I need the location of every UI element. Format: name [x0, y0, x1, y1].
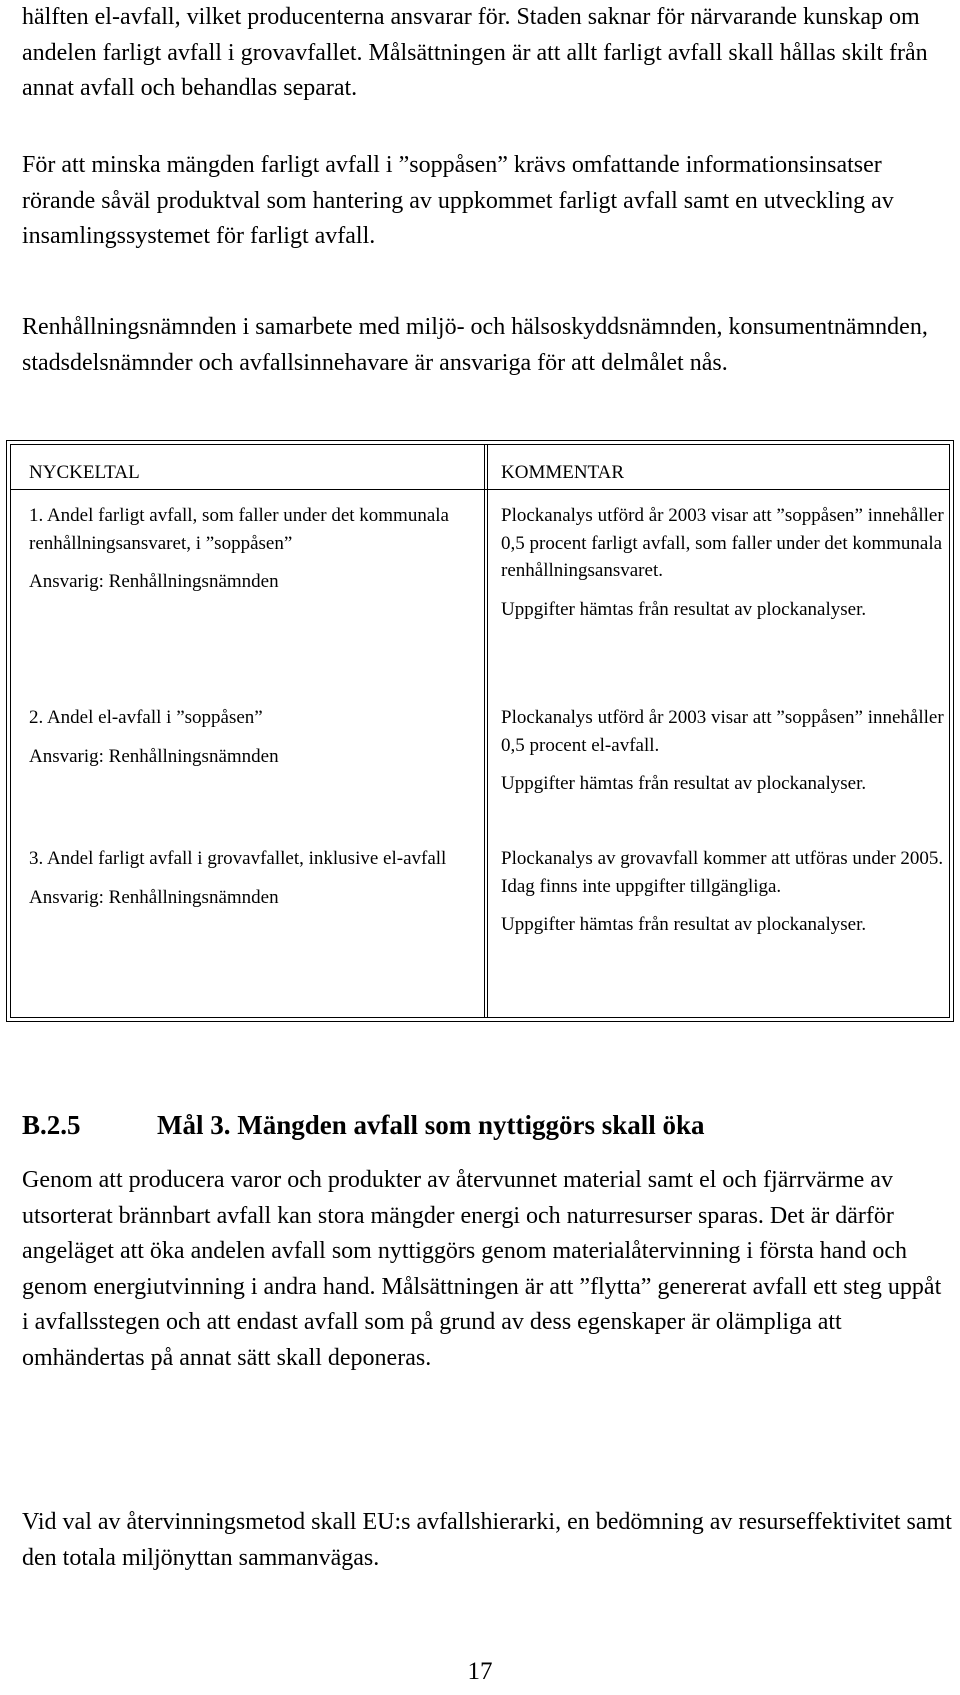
section-title: Mål 3. Mängden avfall som nyttiggörs skall öka — [157, 1110, 705, 1140]
source-text: Uppgifter hämtas från resultat av plockanalyser. — [501, 914, 867, 935]
responsible-text: Ansvarig: Renhållningsnämnden — [29, 571, 279, 592]
responsible-text: Ansvarig: Renhållningsnämnden — [29, 745, 279, 767]
paragraph-recycling-method: Vid val av återvinningsmetod skall EU:s avfallshierarki, en bedömning av resurseffektivitet samt den totala miljönyttan sammanvägas. — [22, 1509, 952, 1571]
table-row-1-comment-cell — [501, 502, 956, 623]
section-number: B.2.5 — [22, 1110, 81, 1140]
comment-text: Plockanalys av grovavfall kommer att utföras under 2005. Idag finns inte uppgifter tillgängliga. — [501, 848, 944, 897]
paragraph-information-efforts: För att minska mängden farligt avfall i ”soppåsen” krävs omfattande informationsinsatser rörande såväl produktval som hantering av uppkommet farligt avfall samt en utveckling av insamlingssystemet för farligt avfall. — [22, 152, 894, 249]
table-row-3-indicator-cell — [29, 845, 469, 911]
table-row-2-indicator-cell — [29, 704, 469, 770]
comment-text: Plockanalys utförd år 2003 visar att ”soppåsen” innehåller 0,5 procent farligt avfall, som faller under det kommunala renhållningsansvaret. — [501, 505, 944, 581]
table-row-3-comment-cell — [501, 845, 956, 939]
table-header-comment: KOMMENTAR — [501, 462, 625, 483]
indicator-text: 3. Andel farligt avfall i grovavfallet, inklusive el-avfall — [29, 848, 447, 869]
column-divider — [484, 445, 485, 1017]
paragraph-hazardous-waste-intro: hälften el-avfall, vilket producenterna ansvarar för. Staden saknar för närvarande kunskap om andelen farligt avfall i grovavfallet. Målsättningen är att allt farligt avfall skall hållas skilt från annat avfall och behandlas separat. — [22, 4, 928, 101]
source-text: Uppgifter hämtas från resultat av plockanalyser. — [501, 773, 867, 794]
comment-text: Plockanalys utförd år 2003 visar att ”soppåsen” innehåller 0,5 procent el-avfall. — [501, 707, 944, 756]
page-number: 17 — [467, 1658, 493, 1685]
indicator-text: 2. Andel el-avfall i ”soppåsen” — [29, 707, 263, 728]
column-divider-inner — [487, 445, 488, 1017]
source-text: Uppgifter hämtas från resultat av plockanalyser. — [501, 598, 867, 620]
indicator-table — [6, 440, 954, 1022]
table-header-indicator: NYCKELTAL — [29, 462, 140, 483]
table-row-1-indicator-cell — [29, 502, 469, 596]
section-heading — [22, 1108, 705, 1142]
table-row-2-comment-cell — [501, 704, 956, 798]
paragraph-recycling-goal: Genom att producera varor och produkter av återvunnet material samt el och fjärrvärme av utsorterat brännbart avfall kan stora mängder energi och naturresurser sparas. Det är därför angeläget att öka andelen avfall som nyttiggörs genom materialåtervinning i första hand och genom energiutvinning i andra hand. Målsättningen är att ”flytta” genererat avfall ett steg uppåt i avfallsstegen och att endast avfall som på grund av dess egenskaper är olämpliga att omhändertas på annat sätt skall deponeras. — [22, 1167, 942, 1371]
indicator-table-inner-border — [10, 444, 950, 1018]
header-separator — [11, 489, 949, 490]
indicator-text: 1. Andel farligt avfall, som faller under det kommunala renhållningsansvaret, i ”soppåsen” — [29, 505, 449, 554]
responsible-text: Ansvarig: Renhållningsnämnden — [29, 886, 279, 908]
paragraph-responsibility: Renhållningsnämnden i samarbete med miljö- och hälsoskyddsnämnden, konsumentnämnden, stadsdelsnämnder och avfallsinnehavare är ansvariga för att delmålet nås. — [22, 314, 928, 376]
